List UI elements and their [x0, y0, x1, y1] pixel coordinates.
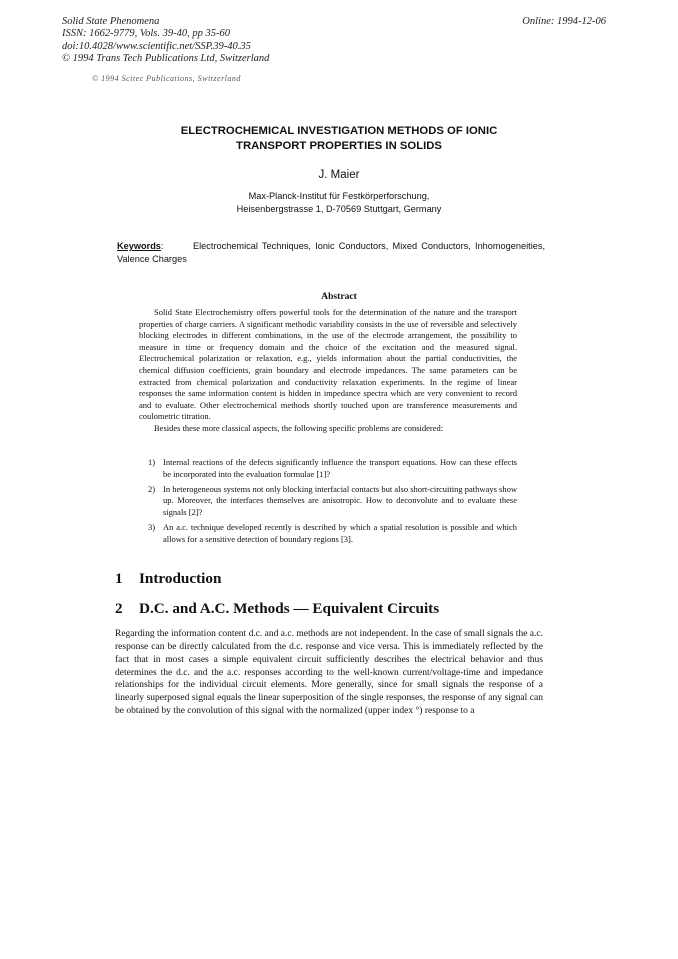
section-heading-introduction: [115, 570, 221, 588]
section-title: D.C. and A.C. Methods — Equivalent Circuits: [139, 600, 440, 617]
section-title: Introduction: [139, 570, 222, 587]
list-item-text: In heterogeneous systems not only blocking interfacial contacts but also short-circuiting pathways show up. Moreover, the interfaces themselves are anisotropic. How to deconvolute and to evaluate these signals [2]?: [163, 483, 517, 517]
journal-name: Solid State Phenomena: [62, 16, 160, 27]
problem-list: [139, 457, 517, 549]
abstract-heading: Abstract: [321, 291, 357, 302]
affiliation-line-1: Max-Planck-Institut für Festkörperforschung,: [248, 191, 430, 201]
keywords: [117, 240, 545, 265]
journal-header: [62, 16, 269, 65]
abstract-paragraph-1: Solid State Electrochemistry offers powerful tools for the determination of the nature and the transport properties of charge carriers. A significant methodic variability consists in the use of reversible and selectively blocking electrodes in different combinations, in the use of the electrode arrangement, the possibility to measure in time or frequency domain and the choice of the excitation and the measured signal. Electrochemical polarization or relaxation, e.g., yields information about the partial conductivities, the chemical diffusion coefficients, grain boundary and electrode impedances. The same parameters can be extracted from chemical polarization and conductivity relaxation experiments. In the regime of linear responses the same information content is hidden in impedance spectra which are very convenient to record and to evaluate. Other electrochemical methods shortly touched upon are transference measurements and coulometric titration.: [139, 307, 517, 422]
paper-title: [100, 124, 578, 153]
section-number: 1: [115, 570, 123, 587]
abstract-body: [139, 307, 517, 435]
list-item-number: 1): [148, 457, 156, 467]
keywords-text: Electrochemical Techniques, Ionic Conductors, Mixed Conductors, Inhomogeneities, Valence Charges: [117, 241, 545, 264]
list-item-number: 3): [148, 521, 156, 532]
list-item: [139, 457, 517, 480]
abstract-paragraph-2: Besides these more classical aspects, the following specific problems are considered:: [154, 422, 444, 433]
online-date: Online: 1994-12-06: [522, 16, 606, 27]
affiliation-line-2: Heisenbergstrasse 1, D-70569 Stuttgart, Germany: [236, 204, 442, 214]
title-line-1: ELECTROCHEMICAL INVESTIGATION METHODS OF IONIC: [180, 125, 498, 137]
keywords-label: Keywords: [117, 241, 161, 251]
list-item-number: 2): [148, 483, 156, 494]
doi-line: doi:10.4028/www.scientific.net/SSP.39-40.35: [62, 40, 251, 52]
copyright-line: © 1994 Trans Tech Publications Ltd, Switzerland: [62, 52, 270, 64]
title-line-2: TRANSPORT PROPERTIES IN SOLIDS: [236, 139, 442, 152]
list-item: [139, 522, 517, 545]
section-heading-methods: [115, 600, 439, 618]
list-item-text: An a.c. technique developed recently is described by which a spatial resolution is possible and which allows for a sensitive detection of boundary regions [3].: [163, 521, 517, 544]
issn-line: ISSN: 1662-9779, Vols. 39-40, pp 35-60: [62, 28, 230, 40]
list-item-text: Internal reactions of the defects significantly influence the transport equations. How can these effects be incorporated into the evaluation formulae [1]?: [163, 457, 517, 479]
body-paragraph: Regarding the information content d.c. and a.c. methods are not independent. In the case of small signals the a.c. response can be directly calculated from the d.c. response and vice versa. This is immediately reflected by the fact that in most cases a simple equivalent circuit sufficiently describes the electrical behavior and thus determines the d.c. and the a.c. responses according to the well-known current/voltage-time and impedance relationships for the individual circuit elements. More generally, since for small signals the response of a linearly superposed signal equals the linear superposition of the single responses, the response of any signal can be obtained by the convolution of this signal with the normalized (upper index °) response to a: [115, 629, 543, 717]
author-name: J. Maier: [318, 169, 360, 181]
affiliation: [100, 190, 578, 216]
section-number: 2: [115, 600, 123, 617]
keywords-colon: :: [160, 241, 194, 251]
ghost-copyright: © 1994 Scitec Publications, Switzerland: [92, 74, 241, 83]
list-item: [139, 484, 517, 519]
